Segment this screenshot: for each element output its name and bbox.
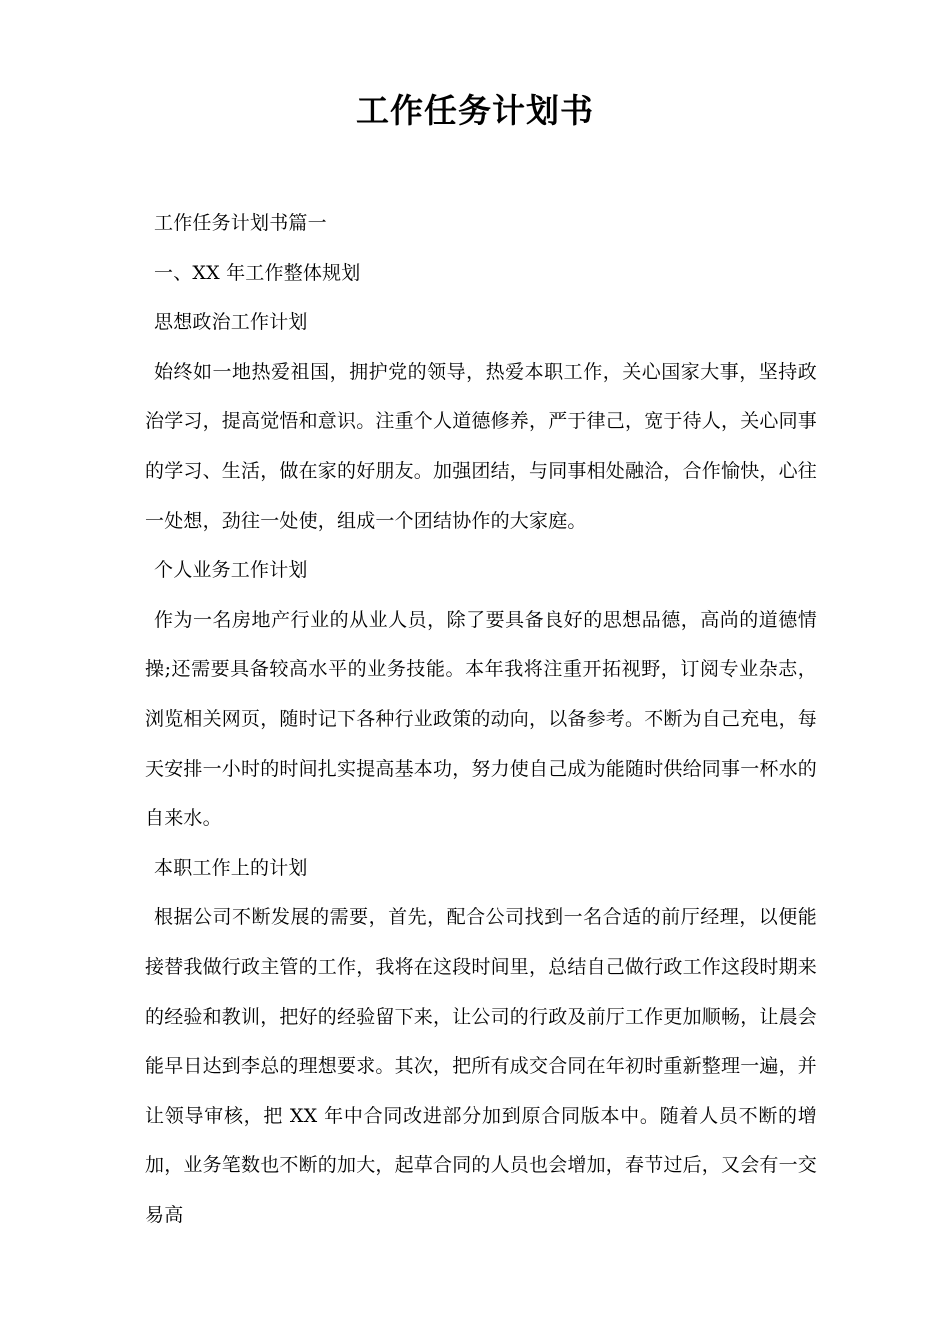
document-body: [145, 199, 817, 1240]
paragraph-political-work: 始终如一地热爱祖国，拥护党的领导，热爱本职工作，关心国家大事，坚持政治学习，提高觉悟和意识。注重个人道德修养，严于律己，宽于待人，关心同事的学习、生活，做在家的好朋友。加强团结，与同事相处融洽，合作愉快，心往一处想，劲往一处使，组成一个团结协作的大家庭。: [145, 360, 818, 532]
section-heading-overall-plan: 一、XX 年工作整体规划: [154, 261, 361, 284]
paragraph-personal-business: 作为一名房地产行业的从业人员，除了要具备良好的思想品德，高尚的道德情操;还需要具备较高水平的业务技能。本年我将注重开拓视野，订阅专业杂志，浏览相关网页，随时记下各种行业政策的动向，以备参考。不断为自己充电，每天安排一小时的时间扎实提高基本功，努力使自己成为能随时供给同事一杯水的自来水。: [145, 608, 818, 830]
subheading-political-work: 思想政治工作计划: [154, 311, 308, 334]
document-title: 工作任务计划书: [356, 91, 594, 130]
subheading-personal-business: 个人业务工作计划: [154, 559, 308, 582]
subheading-job-plan: 本职工作上的计划: [154, 856, 308, 879]
section-heading-part-one: 工作任务计划书篇一: [154, 212, 327, 234]
paragraph-job-plan: 根据公司不断发展的需要，首先，配合公司找到一名合适的前厅经理，以便能接替我做行政主管的工作，我将在这段时间里，总结自己做行政工作这段时期来的经验和教训，把好的经验留下来，让公司的行政及前厅工作更加顺畅，让晨会能早日达到李总的理想要求。其次，把所有成交合同在年初时重新整理一遍，并让领导审核，把 XX 年中合同改进部分加到原合同版本中。随着人员不断的增加，业务笔数也不断的加大，起草合同的人员也会增加，春节过后，又会有一交易高: [145, 906, 818, 1226]
